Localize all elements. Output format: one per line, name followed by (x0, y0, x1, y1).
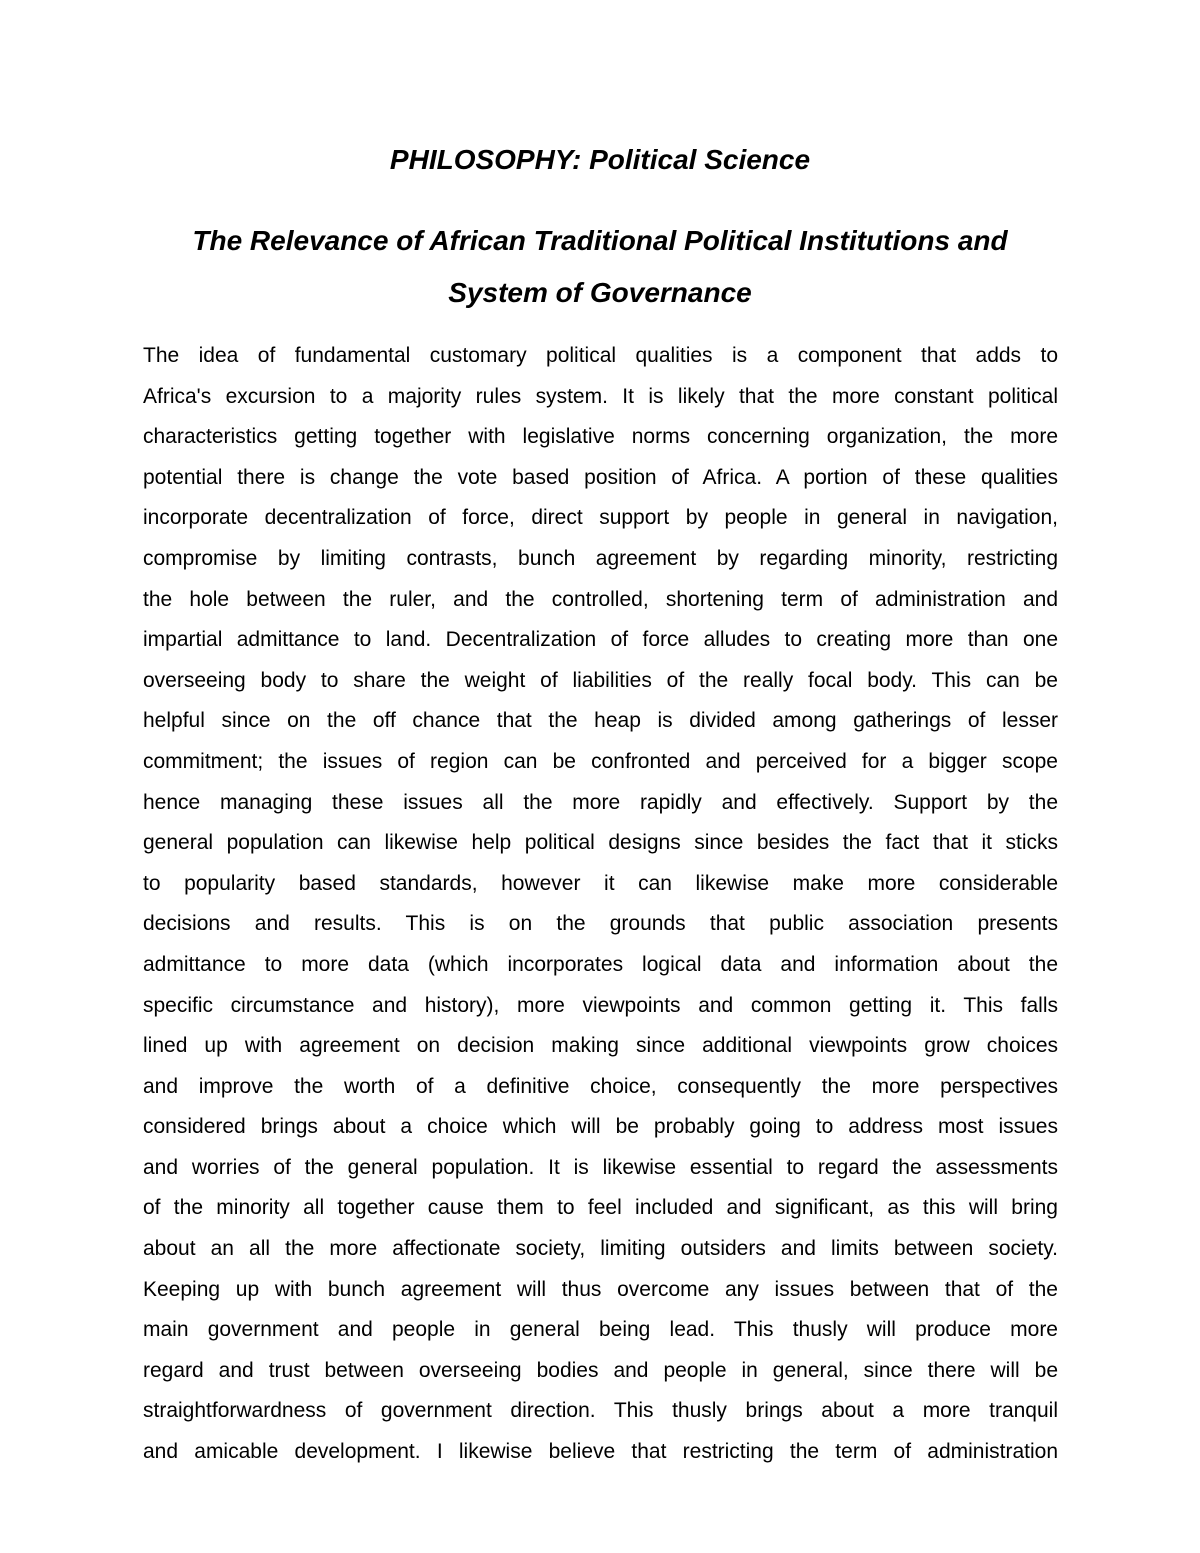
body-line: characteristics getting together with legislative norms concerning organization, the more (143, 425, 1058, 449)
body-line: considered brings about a choice which will be probably going to address most issues (143, 1115, 1058, 1139)
body-line: straightforwardness of government direction. This thusly brings about a more tranquil (143, 1399, 1058, 1423)
body-line: specific circumstance and history), more viewpoints and common getting it. This falls (143, 993, 1058, 1017)
body-line: potential there is change the vote based position of Africa. A portion of these qualities (143, 465, 1058, 489)
body-paragraph (143, 336, 1058, 1473)
body-line: impartial admittance to land. Decentralization of force alludes to creating more than one (143, 628, 1058, 652)
body-line: decisions and results. This is on the grounds that public association presents (143, 912, 1058, 936)
body-line: of the minority all together cause them to feel included and significant, as this will bring (143, 1196, 1058, 1220)
document-title (0, 215, 1200, 319)
body-line: main government and people in general being lead. This thusly will produce more (143, 1318, 1058, 1342)
body-line: regard and trust between overseeing bodies and people in general, since there will be (143, 1358, 1058, 1382)
body-line: overseeing body to share the weight of liabilities of the really focal body. This can be (143, 668, 1058, 692)
body-line: admittance to more data (which incorporates logical data and information about the (143, 952, 1058, 976)
body-line: The idea of fundamental customary political qualities is a component that adds to (143, 344, 1058, 367)
body-line: lined up with agreement on decision making since additional viewpoints grow choices (143, 1034, 1058, 1058)
body-line: and amicable development. I likewise believe that restricting the term of administration (143, 1440, 1058, 1464)
title-line: The Relevance of African Traditional Political Institutions and (192, 225, 1008, 256)
body-line: Keeping up with bunch agreement will thus overcome any issues between that of the (143, 1277, 1058, 1301)
body-line: and worries of the general population. It is likewise essential to regard the assessments (143, 1155, 1058, 1179)
body-line: Africa's excursion to a majority rules system. It is likely that the more constant political (143, 384, 1058, 408)
title-line: System of Governance (448, 277, 752, 308)
body-line: the hole between the ruler, and the controlled, shortening term of administration and (143, 587, 1058, 611)
body-line: hence managing these issues all the more rapidly and effectively. Support by the (143, 790, 1058, 814)
document-subject: PHILOSOPHY: Political Science (389, 144, 811, 175)
body-line: helpful since on the off chance that the heap is divided among gatherings of lesser (143, 709, 1058, 733)
body-line: about an all the more affectionate society, limiting outsiders and limits between society. (143, 1237, 1058, 1261)
body-line: general population can likewise help political designs since besides the fact that it sticks (143, 831, 1058, 855)
body-line: commitment; the issues of region can be confronted and perceived for a bigger scope (143, 749, 1058, 773)
body-line: incorporate decentralization of force, direct support by people in general in navigation, (143, 506, 1058, 530)
body-line: and improve the worth of a definitive choice, consequently the more perspectives (143, 1074, 1058, 1098)
body-line: to popularity based standards, however it can likewise make more considerable (143, 871, 1058, 895)
body-line: compromise by limiting contrasts, bunch agreement by regarding minority, restricting (143, 546, 1058, 570)
